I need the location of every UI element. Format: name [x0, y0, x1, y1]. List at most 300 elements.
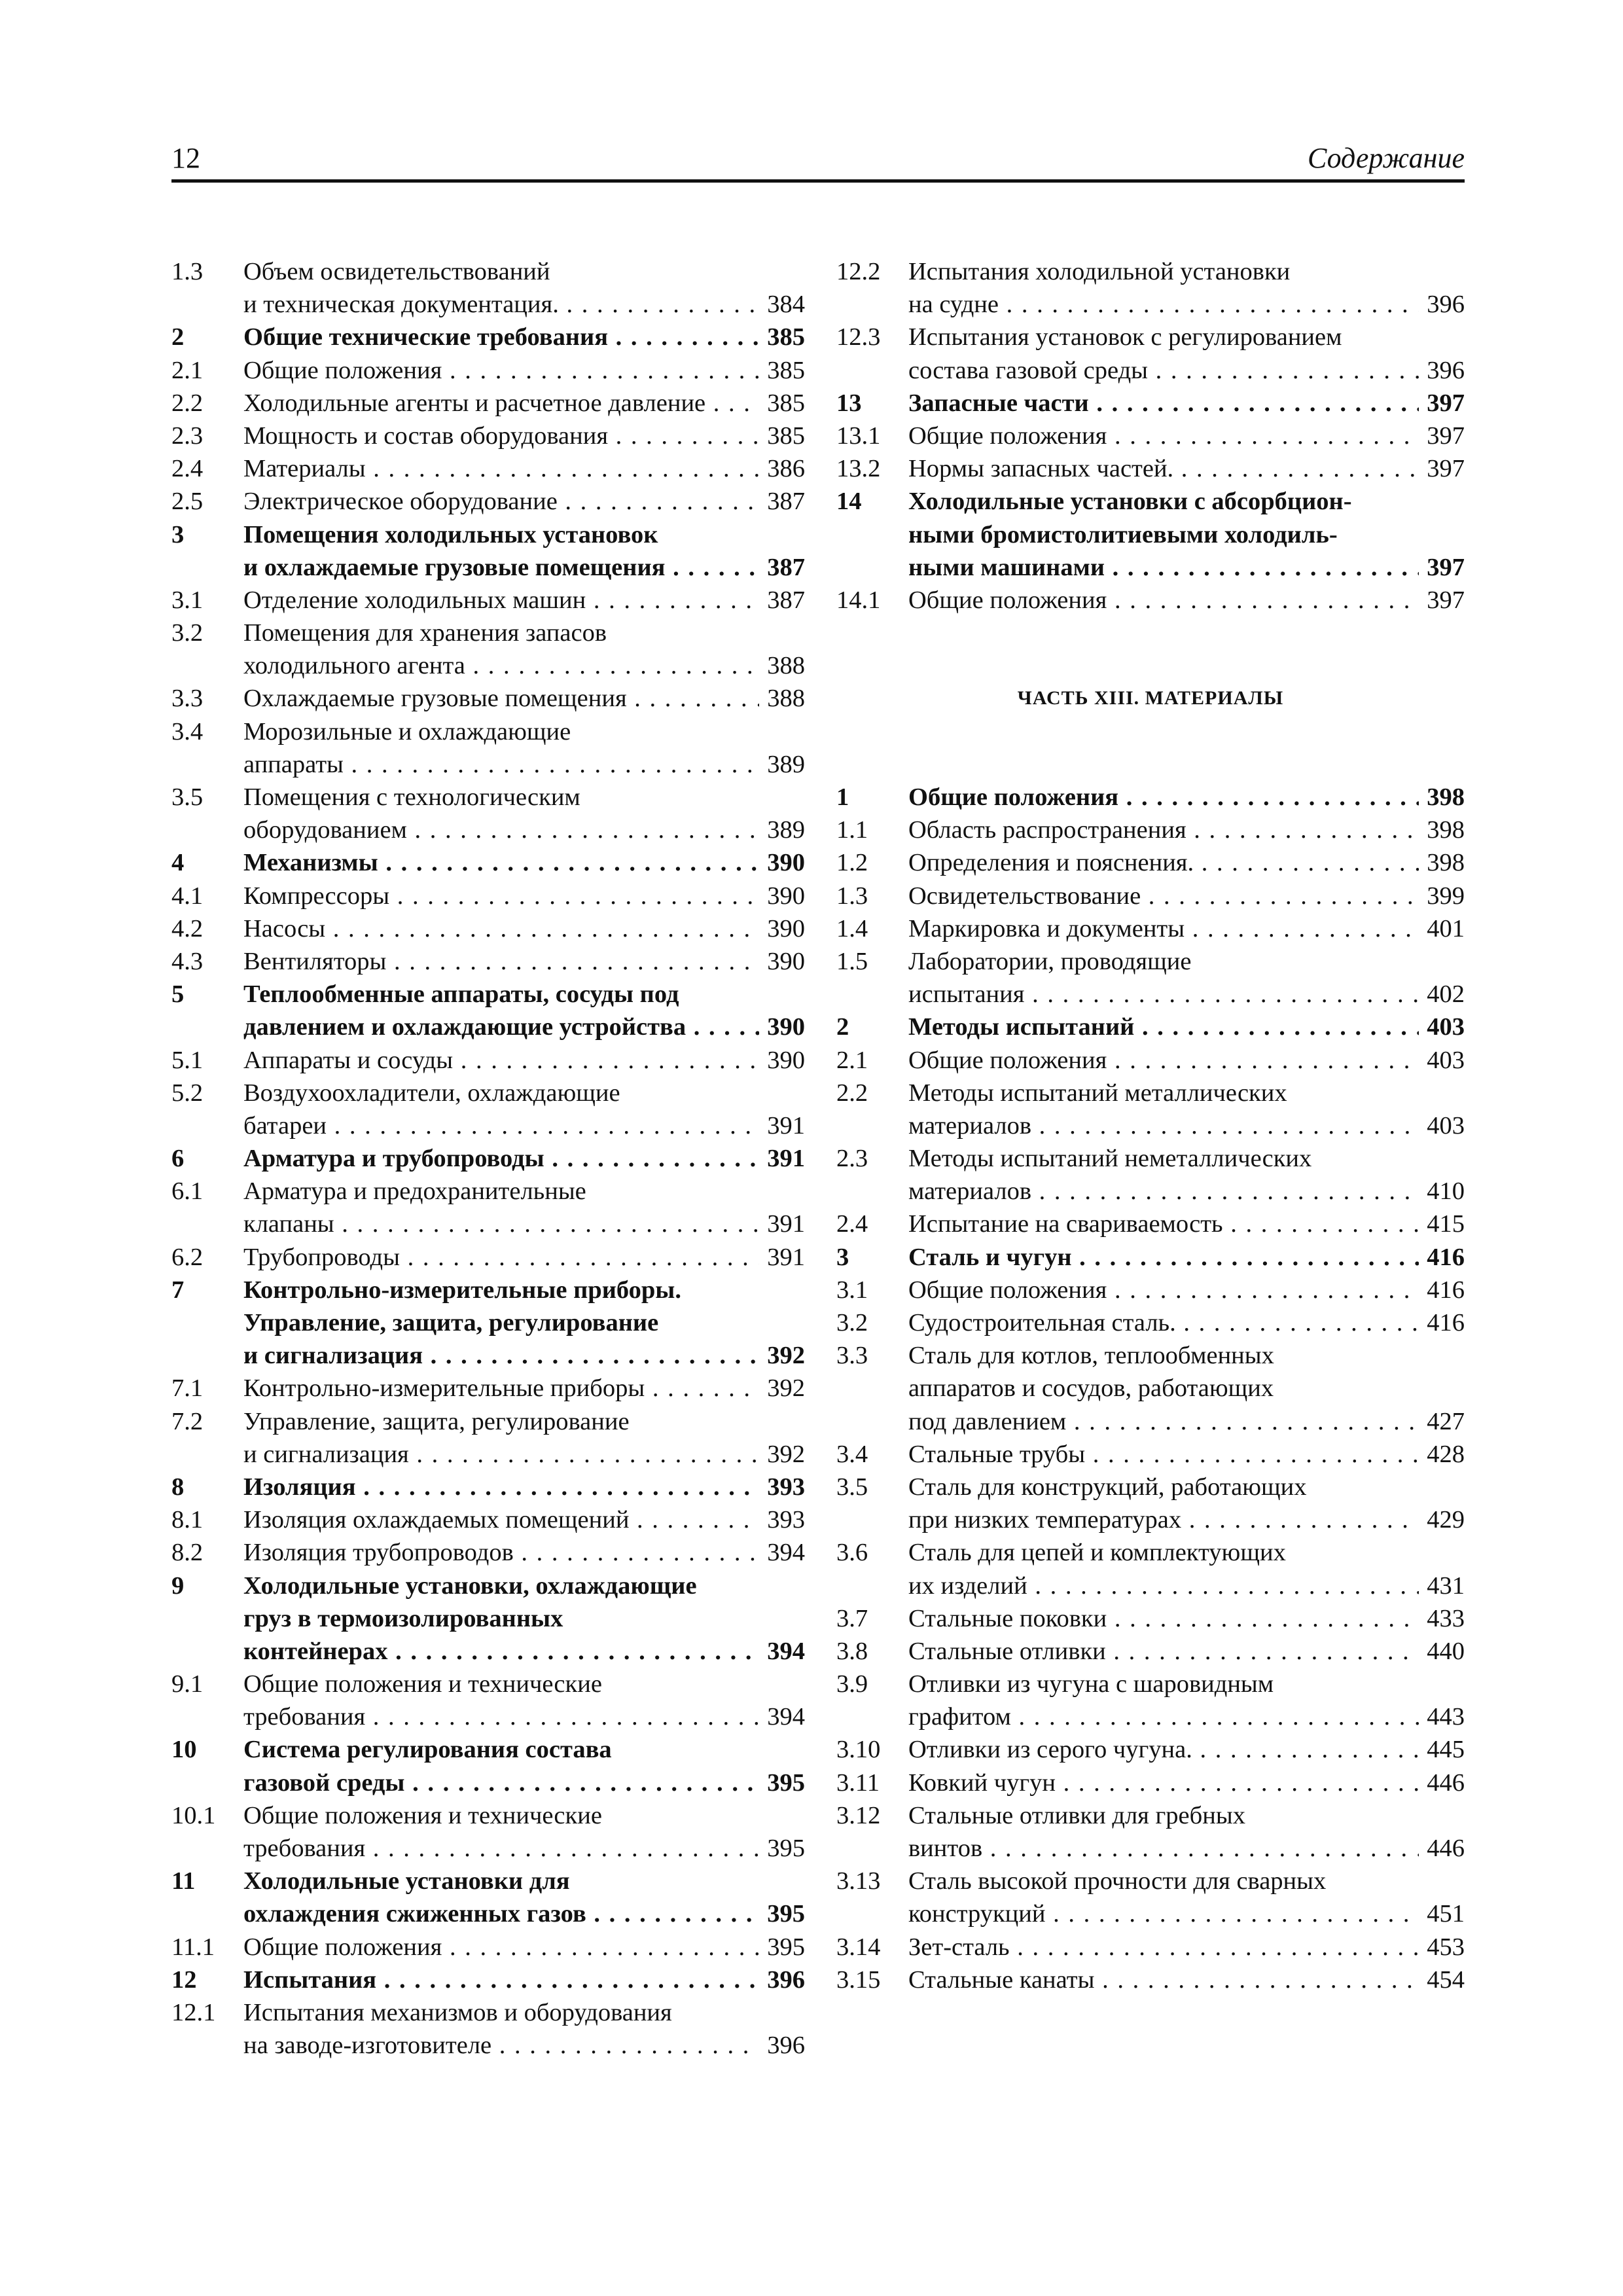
toc-entry-page: 397: [1427, 422, 1465, 450]
toc-entry: [171, 1996, 805, 2062]
toc-entry-line: [836, 846, 1465, 879]
toc-entry: [836, 452, 1465, 485]
toc-entry-title: Трубопроводы . . .: [243, 1241, 759, 1274]
toc-entry-page: 397: [1427, 389, 1465, 417]
toc-entry-number: 2.3: [171, 422, 204, 450]
toc-entry: [171, 1865, 805, 1930]
toc-entry: [836, 814, 1465, 846]
toc-entry-number: 1.1: [836, 816, 868, 844]
toc-entry-line: [171, 781, 805, 814]
toc-entry-title: Система регулирования состава: [243, 1736, 612, 1764]
toc-entry-line: [836, 255, 1465, 288]
toc-entry-page: 385: [767, 356, 805, 384]
toc-entry-title: Ковкий чугун . . .: [908, 1767, 1419, 1799]
toc-entry-page: 390: [767, 947, 805, 975]
toc-entry-title: на заводе-изготовителе . . .: [243, 2029, 759, 2062]
toc-entry-number: 5: [171, 980, 185, 1009]
toc-entry: [171, 1931, 805, 1964]
toc-entry-title: Механизмы . . .: [243, 846, 759, 879]
toc-entry: [836, 945, 1465, 1011]
toc-entry-page: 446: [1427, 1835, 1465, 1862]
toc-entry-line: [171, 485, 805, 518]
toc-entry: [836, 1306, 1465, 1339]
toc-entry-line: [171, 1044, 805, 1077]
toc-entry-page: 398: [1427, 783, 1465, 811]
toc-entry-page: 396: [767, 1965, 805, 1994]
toc-entry-number: 12.1: [171, 1998, 216, 2026]
toc-entry-line: [171, 1570, 805, 1602]
toc-entry-title: Сталь и чугун . . .: [908, 1241, 1419, 1274]
toc-entry-page: 443: [1427, 1703, 1465, 1731]
toc-entry-title: под давлением . . .: [908, 1405, 1419, 1438]
toc-entry-page: 403: [1427, 1013, 1465, 1041]
toc-entry-page: 393: [767, 1506, 805, 1534]
toc-entry-title: Насосы . . .: [243, 912, 759, 945]
toc-entry-number: 3.10: [836, 1736, 881, 1764]
toc-entry-title: Общие положения . . .: [908, 1274, 1419, 1306]
toc-entry: [836, 1536, 1465, 1602]
toc-entry-line: [171, 748, 805, 781]
toc-entry-number: 3.15: [836, 1965, 881, 1994]
toc-right-column: [836, 255, 1465, 1996]
toc-entry-line: [836, 584, 1465, 617]
toc-entry-line: [171, 912, 805, 945]
toc-entry-line: [836, 1044, 1465, 1077]
toc-entry-number: 2.2: [836, 1079, 868, 1107]
page-number: 12: [171, 142, 200, 174]
toc-entry-line: [171, 1799, 805, 1832]
toc-entry-line: [836, 1274, 1465, 1306]
toc-entry-line: [836, 1668, 1465, 1700]
toc-entry-title: материалов . . .: [908, 1109, 1419, 1142]
toc-entry-page: 395: [767, 1768, 805, 1797]
toc-entry-page: 427: [1427, 1407, 1465, 1435]
toc-entry-number: 1.2: [836, 849, 868, 877]
toc-entry: [171, 584, 805, 617]
toc-entry-title: Отливки из серого чугуна. . . .: [908, 1733, 1419, 1766]
toc-entry-title: Аппараты и сосуды . . .: [243, 1044, 759, 1077]
toc-entry-title: Сталь для котлов, теплообменных: [908, 1342, 1274, 1370]
toc-entry-title: Помещения холодильных установок: [243, 520, 658, 548]
toc-entry-number: 9: [171, 1571, 185, 1600]
toc-entry-title: требования . . .: [243, 1832, 759, 1865]
toc-entry-page: 416: [1427, 1309, 1465, 1336]
toc-entry-page: 391: [767, 1145, 805, 1173]
toc-entry-line: [836, 1635, 1465, 1668]
toc-entry-line: [171, 945, 805, 978]
toc-entry-title: Холодильные установки, охлаждающие: [243, 1571, 697, 1600]
toc-left-column: [171, 255, 805, 2062]
toc-entry-page: 410: [1427, 1177, 1465, 1206]
toc-entry-line: [171, 1865, 805, 1897]
toc-entry-page: 415: [1427, 1210, 1465, 1238]
toc-entry: [836, 781, 1465, 814]
toc-entry-title: и сигнализация . . .: [243, 1339, 759, 1372]
toc-entry-line: [171, 1339, 805, 1372]
toc-entry: [171, 1142, 805, 1175]
toc-entry-title: Зет-сталь . . .: [908, 1931, 1419, 1964]
toc-entry-line: [836, 288, 1465, 321]
toc-entry-line: [836, 978, 1465, 1011]
toc-entry-line: [171, 1931, 805, 1964]
toc-entry-page: 396: [1427, 356, 1465, 384]
toc-entry-title: Охлаждаемые грузовые помещения . . .: [243, 682, 759, 715]
toc-entry-title: Компрессоры . . .: [243, 880, 759, 912]
toc-entry-title: на судне . . .: [908, 288, 1419, 321]
toc-entry-number: 4: [171, 849, 185, 877]
toc-entry-page: 445: [1427, 1736, 1465, 1764]
toc-entry-title: Методы испытаний неметаллических: [908, 1145, 1312, 1173]
toc-entry-title: Стальные трубы . . .: [908, 1438, 1419, 1471]
toc-entry-line: [171, 354, 805, 387]
toc-entry-title: Область распространения . . .: [908, 814, 1419, 846]
toc-entry-title: Изоляция . . .: [243, 1471, 759, 1503]
toc-entry-number: 3.14: [836, 1933, 881, 1961]
toc-entry-page: 394: [767, 1539, 805, 1567]
toc-entry: [836, 1931, 1465, 1964]
toc-entry-title: Холодильные агенты и расчетное давление . . .: [243, 387, 759, 420]
toc-entry-line: [171, 1602, 805, 1635]
toc-entry-number: 8.2: [171, 1539, 204, 1567]
toc-entry-page: 389: [767, 750, 805, 778]
toc-entry-title: испытания . . .: [908, 978, 1419, 1011]
toc-entry-page: 393: [767, 1473, 805, 1501]
toc-entry-title: газовой среды . . .: [243, 1767, 759, 1799]
toc-entry: [171, 617, 805, 682]
toc-entry-line: [171, 321, 805, 353]
toc-entry-page: 397: [1427, 586, 1465, 614]
toc-entry-page: 392: [767, 1374, 805, 1403]
toc-entry-line: [171, 551, 805, 584]
toc-entry: [171, 1241, 805, 1274]
toc-entry-number: 9.1: [171, 1670, 204, 1698]
toc-entry-line: [836, 1602, 1465, 1635]
toc-entry-page: 385: [767, 422, 805, 450]
toc-entry-line: [171, 1471, 805, 1503]
toc-entry: [836, 1865, 1465, 1930]
toc-entry-title: Лаборатории, проводящие: [908, 947, 1192, 975]
toc-entry-number: 6: [171, 1145, 185, 1173]
toc-entry-title: клапаны . . .: [243, 1208, 759, 1240]
toc-entry: [836, 846, 1465, 879]
toc-entry-page: 388: [767, 685, 805, 713]
toc-entry-number: 5.1: [171, 1046, 204, 1074]
toc-entry-number: 4.3: [171, 947, 204, 975]
toc-entry-number: 1.3: [171, 258, 204, 285]
toc-entry-title: Арматура и трубопроводы . . .: [243, 1142, 759, 1175]
toc-entry-line: [171, 1996, 805, 2029]
toc-entry-page: 403: [1427, 1111, 1465, 1139]
toc-entry-title: и охлаждаемые грузовые помещения . . .: [243, 551, 759, 584]
toc-entry-title: охлаждения сжиженных газов . . .: [243, 1897, 759, 1930]
toc-entry-title: Испытание на свариваемость . . .: [908, 1208, 1419, 1240]
toc-entry-number: 1: [836, 783, 849, 811]
toc-entry-title: контейнерах . . .: [243, 1635, 759, 1668]
toc-entry-number: 4.2: [171, 914, 204, 942]
toc-entry-line: [836, 387, 1465, 420]
toc-entry-number: 3.2: [836, 1309, 868, 1336]
toc-entry-page: 446: [1427, 1768, 1465, 1797]
toc-entry-title: Освидетельствование . . .: [908, 880, 1419, 912]
toc-entry: [836, 420, 1465, 452]
toc-entry: [836, 1208, 1465, 1240]
toc-entry-title: Мощность и состав оборудования . . .: [243, 420, 759, 452]
toc-entry-number: 3.9: [836, 1670, 868, 1698]
toc-entry-number: 4.1: [171, 882, 204, 910]
toc-entry-line: [836, 1964, 1465, 1996]
toc-entry-line: [836, 1536, 1465, 1569]
toc-entry-line: [836, 1142, 1465, 1175]
toc-entry-page: 429: [1427, 1506, 1465, 1534]
toc-entry: [171, 1503, 805, 1536]
toc-entry: [171, 912, 805, 945]
toc-entry: [836, 387, 1465, 420]
toc-entry-page: 390: [767, 1046, 805, 1074]
toc-entry-number: 13.1: [836, 422, 881, 450]
toc-entry-page: 416: [1427, 1243, 1465, 1271]
toc-entry-title: Сталь высокой прочности для сварных: [908, 1867, 1327, 1895]
toc-entry-number: 13.2: [836, 455, 881, 483]
toc-entry-line: [171, 1109, 805, 1142]
toc-entry-title: Отделение холодильных машин . . .: [243, 584, 759, 617]
toc-entry: [836, 1471, 1465, 1536]
toc-entry-number: 12.2: [836, 258, 881, 285]
toc-entry-title: материалов . . .: [908, 1175, 1419, 1208]
toc-entry-number: 2.5: [171, 488, 204, 516]
toc-entry-line: [836, 1733, 1465, 1766]
toc-entry-title: Общие положения . . .: [908, 584, 1419, 617]
toc-entry-line: [171, 1668, 805, 1700]
toc-entry: [171, 485, 805, 518]
toc-entry-page: 401: [1427, 914, 1465, 942]
toc-entry: [171, 387, 805, 420]
toc-entry-line: [836, 1897, 1465, 1930]
toc-entry-title: Общие положения . . .: [908, 1044, 1419, 1077]
toc-entry-line: [171, 649, 805, 682]
toc-entry-title: Контрольно-измерительные приборы.: [243, 1276, 681, 1304]
toc-entry-line: [836, 912, 1465, 945]
toc-entry-title: Отливки из чугуна с шаровидным: [908, 1670, 1274, 1698]
toc-entry-page: 399: [1427, 882, 1465, 910]
toc-entry-page: 397: [1427, 553, 1465, 581]
toc-entry-line: [171, 1011, 805, 1043]
toc-entry-line: [171, 1700, 805, 1733]
toc-entry-title: Арматура и предохранительные: [243, 1177, 586, 1206]
toc-entry: [836, 1142, 1465, 1208]
toc-entry-title: Запасные части . . .: [908, 387, 1419, 420]
toc-entry-line: [171, 1405, 805, 1438]
toc-entry: [171, 1799, 805, 1865]
toc-entry-page: 385: [767, 389, 805, 417]
toc-entry-title: Помещения с технологическим: [243, 783, 580, 811]
toc-entry: [171, 1274, 805, 1372]
toc-entry-number: 3.2: [171, 619, 204, 647]
spacer: [836, 649, 1465, 682]
toc-entry-title: батареи . . .: [243, 1109, 759, 1142]
toc-entry-line: [171, 1536, 805, 1569]
toc-entry-page: 453: [1427, 1933, 1465, 1961]
toc-entry-page: 428: [1427, 1440, 1465, 1468]
toc-entry-line: [171, 1733, 805, 1766]
toc-entry-line: [836, 518, 1465, 551]
toc-entry: [171, 1733, 805, 1799]
toc-entry: [836, 1339, 1465, 1438]
toc-entry-page: 433: [1427, 1604, 1465, 1632]
toc-entry-line: [836, 1306, 1465, 1339]
toc-entry-number: 8: [171, 1473, 185, 1501]
toc-entry: [171, 1964, 805, 1996]
toc-entry-title: аппараты . . .: [243, 748, 759, 781]
toc-entry-line: [836, 1700, 1465, 1733]
toc-entry-page: 386: [767, 455, 805, 483]
toc-entry: [171, 715, 805, 781]
toc-entry-line: [171, 255, 805, 288]
toc-entry-title: Сталь для цепей и комплектующих: [908, 1539, 1286, 1567]
toc-entry-line: [171, 846, 805, 879]
toc-entry-title: Стальные канаты . . .: [908, 1964, 1419, 1996]
toc-entry-page: 395: [767, 1835, 805, 1862]
toc-entry-title: при низких температурах . . .: [908, 1503, 1419, 1536]
toc-entry-number: 2.4: [171, 455, 204, 483]
toc-entry-line: [836, 1077, 1465, 1109]
toc-entry-number: 3.4: [171, 717, 204, 745]
toc-entry-title: ными бромистолитиевыми холодиль-: [908, 520, 1338, 548]
toc-entry-number: 3.12: [836, 1801, 881, 1829]
toc-entry-line: [836, 1175, 1465, 1208]
toc-entry-line: [836, 1372, 1465, 1405]
toc-entry-number: 2: [836, 1013, 849, 1041]
toc-entry-number: 3.1: [836, 1276, 868, 1304]
toc-entry-line: [836, 1405, 1465, 1438]
toc-entry: [171, 1372, 805, 1405]
toc-entry-number: 3: [171, 520, 185, 548]
toc-entry-title: Испытания . . .: [243, 1964, 759, 1996]
toc-entry-title: Общие положения . . .: [908, 781, 1419, 814]
toc-entry-page: 397: [1427, 455, 1465, 483]
toc-entry-line: [171, 2029, 805, 2062]
toc-entry-line: [171, 682, 805, 715]
toc-entry-title: Испытания установок с регулированием: [908, 323, 1342, 351]
toc-entry-line: [171, 1274, 805, 1306]
toc-entry-number: 2.1: [171, 356, 204, 384]
toc-entry-line: [836, 1570, 1465, 1602]
toc-entry-line: [171, 1897, 805, 1930]
toc-entry-line: [836, 551, 1465, 584]
toc-entry-title: Управление, защита, регулирование: [243, 1309, 659, 1336]
toc-entry: [836, 1635, 1465, 1668]
toc-entry-line: [836, 945, 1465, 978]
toc-entry-line: [171, 1503, 805, 1536]
toc-entry-page: 390: [767, 1013, 805, 1041]
toc-entry-number: 3.13: [836, 1867, 881, 1895]
toc-entry-page: 398: [1427, 849, 1465, 877]
toc-entry-number: 6.1: [171, 1177, 204, 1206]
toc-entry-title: Стальные отливки для гребных: [908, 1801, 1245, 1829]
toc-entry: [171, 880, 805, 912]
toc-entry-title: Маркировка и документы . . .: [908, 912, 1419, 945]
part-title: ЧАСТЬ XIII. МАТЕРИАЛЫ: [1017, 687, 1284, 709]
toc-entry-line: [171, 1077, 805, 1109]
toc-entry-title: Управление, защита, регулирование: [243, 1407, 630, 1435]
toc-entry-number: 7.1: [171, 1374, 204, 1403]
toc-entry-line: [836, 1767, 1465, 1799]
toc-entry: [836, 1964, 1465, 1996]
toc-entry: [171, 354, 805, 387]
toc-entry-page: 454: [1427, 1965, 1465, 1994]
toc-entry-line: [171, 715, 805, 748]
toc-entry: [171, 1536, 805, 1569]
toc-entry-page: 390: [767, 882, 805, 910]
toc-entry-page: 387: [767, 553, 805, 581]
toc-entry-number: 3: [836, 1243, 849, 1271]
toc-entry-page: 394: [767, 1637, 805, 1665]
toc-entry-page: 395: [767, 1900, 805, 1928]
toc-entry: [171, 1175, 805, 1240]
toc-entry-title: Методы испытаний . . .: [908, 1011, 1419, 1043]
toc-entry: [171, 420, 805, 452]
toc-entry-line: [171, 880, 805, 912]
toc-entry-title: Общие положения . . .: [908, 420, 1419, 452]
toc-entry: [171, 1405, 805, 1471]
toc-entry-title: Холодильные установки для: [243, 1867, 570, 1895]
toc-entry-number: 2.4: [836, 1210, 868, 1238]
toc-entry-title: Общие положения . . .: [243, 354, 759, 387]
toc-entry-page: 431: [1427, 1571, 1465, 1600]
toc-entry: [836, 880, 1465, 912]
toc-entry: [836, 584, 1465, 617]
toc-entry-title: Судостроительная сталь. . . .: [908, 1306, 1419, 1339]
toc-entry-line: [836, 1438, 1465, 1471]
toc-entry-title: Сталь для конструкций, работающих: [908, 1473, 1307, 1501]
toc-entry-title: Испытания механизмов и оборудования: [243, 1998, 672, 2026]
toc-entry-page: 387: [767, 488, 805, 516]
toc-list-left: [171, 255, 805, 2062]
toc-entry-line: [171, 1372, 805, 1405]
toc-entry: [171, 518, 805, 584]
toc-entry-line: [171, 1142, 805, 1175]
toc-entry-title: Методы испытаний металлических: [908, 1079, 1287, 1107]
toc-entry-line: [171, 1635, 805, 1668]
toc-entry-number: 3.1: [171, 586, 204, 614]
toc-entry-page: 403: [1427, 1046, 1465, 1074]
toc-entry-page: 396: [767, 2032, 805, 2060]
running-title: Содержание: [1307, 142, 1465, 174]
toc-entry-number: 5.2: [171, 1079, 204, 1107]
toc-entry-title: Помещения для хранения запасов: [243, 619, 607, 647]
toc-entry: [836, 1077, 1465, 1142]
toc-entry-number: 13: [836, 389, 862, 417]
toc-entry-page: 391: [767, 1243, 805, 1271]
toc-entry-page: 451: [1427, 1900, 1465, 1928]
toc-entry-number: 8.1: [171, 1506, 204, 1534]
toc-entry: [171, 452, 805, 485]
toc-entry-page: 392: [767, 1440, 805, 1468]
toc-entry: [836, 1241, 1465, 1274]
toc-entry: [171, 321, 805, 353]
toc-entry-number: 12: [171, 1965, 197, 1994]
toc-entry-line: [836, 1109, 1465, 1142]
toc-entry: [171, 846, 805, 879]
toc-entry: [836, 1602, 1465, 1635]
toc-entry-page: 385: [767, 323, 805, 351]
toc-entry-title: оборудованием . . .: [243, 814, 759, 846]
toc-entry-number: 3.3: [836, 1342, 868, 1370]
toc-entry-number: 3.5: [836, 1473, 868, 1501]
toc-entry-line: [836, 452, 1465, 485]
toc-entry-title: Контрольно-измерительные приборы . . .: [243, 1372, 759, 1405]
toc-entry: [836, 1438, 1465, 1471]
toc-entry-title: Объем освидетельствований: [243, 258, 550, 285]
